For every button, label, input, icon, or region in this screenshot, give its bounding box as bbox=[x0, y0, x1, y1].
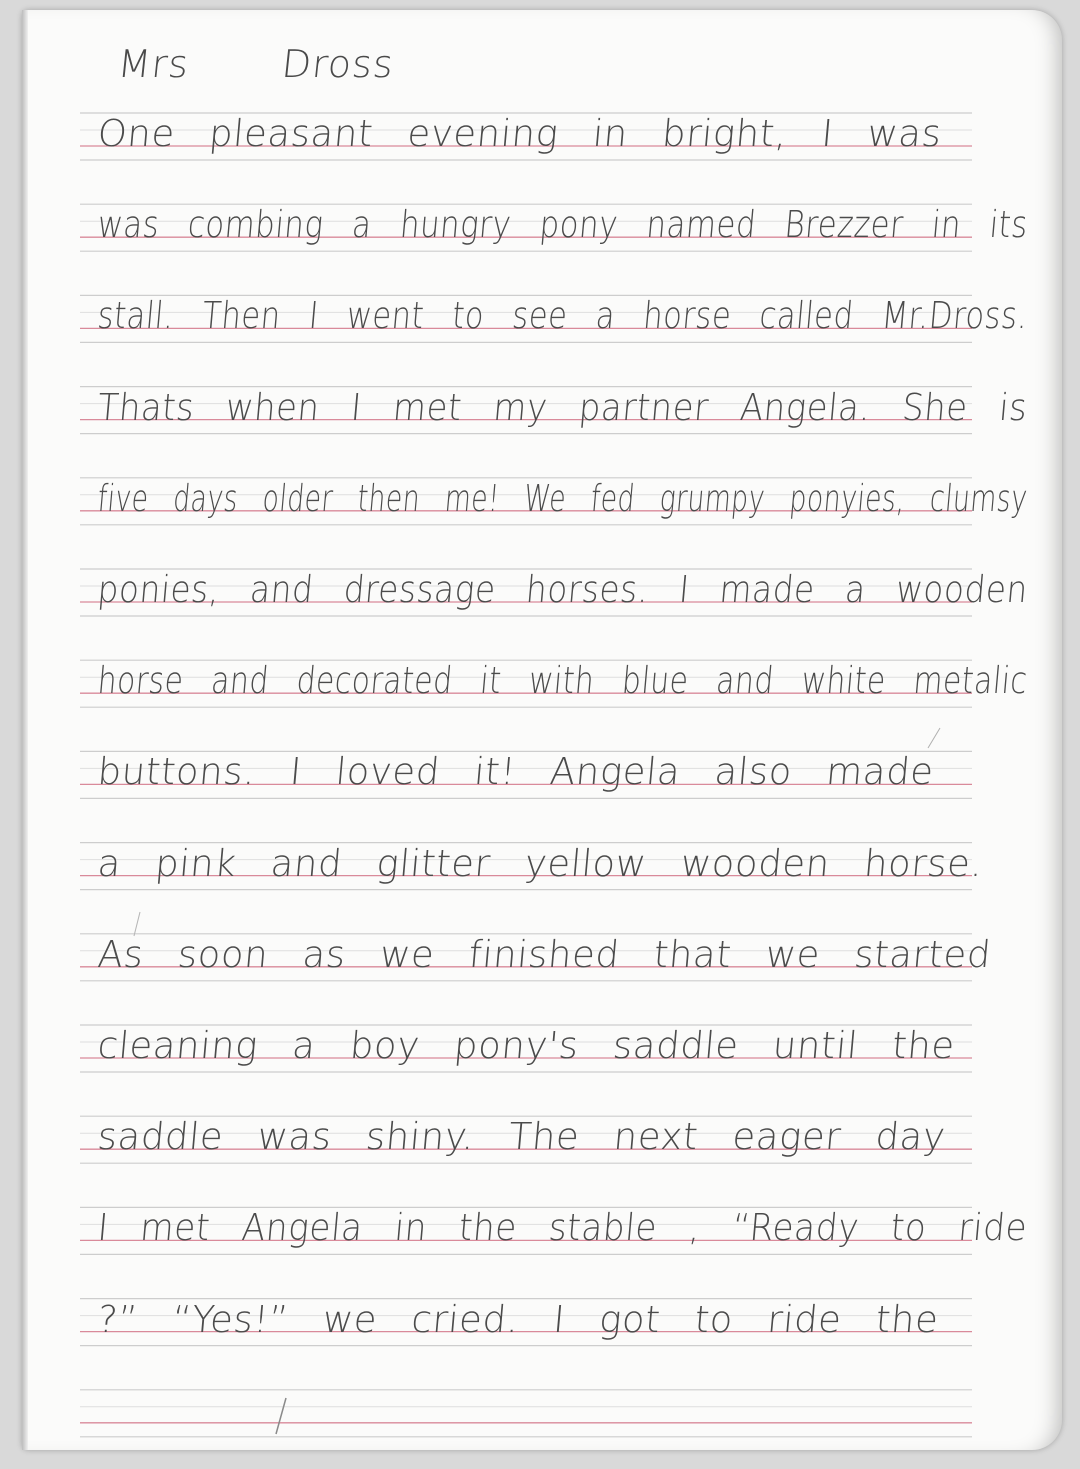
story-line: a pink and glitter yellow wooden horse. bbox=[95, 841, 985, 885]
story-line: buttons. I loved it! Angela also made bbox=[95, 750, 936, 794]
story-line: ponies, and dressage horses. I made a wooden bbox=[95, 568, 1030, 611]
story-line: Thats when I met my partner Angela. She is bbox=[95, 385, 1030, 429]
story-line: cleaning a boy pony's saddle until the bbox=[95, 1024, 957, 1067]
story-line: five days older then me! We fed grumpy ponyies, clumsy bbox=[95, 476, 1030, 520]
name-first: Mrs bbox=[115, 42, 192, 86]
story-line: horse and decorated it with blue and white metalic bbox=[95, 659, 1030, 703]
name-second: Dross bbox=[279, 42, 397, 86]
story-line: saddle was shiny. The next eager day bbox=[95, 1115, 948, 1159]
story-line: I met Angela in the stable , “Ready to ride bbox=[95, 1206, 1030, 1250]
story-line: stall. Then I went to see a horse called Mr.Dross. bbox=[95, 294, 1030, 338]
story-line: One pleasant evening in bright, I was bbox=[95, 112, 944, 155]
story-line: As soon as we finished that we started bbox=[95, 932, 993, 976]
story-line: was combing a hungry pony named Brezzer in its bbox=[95, 203, 1030, 247]
story-line: ?” “Yes!” we cried. I got to ride the bbox=[95, 1297, 941, 1341]
